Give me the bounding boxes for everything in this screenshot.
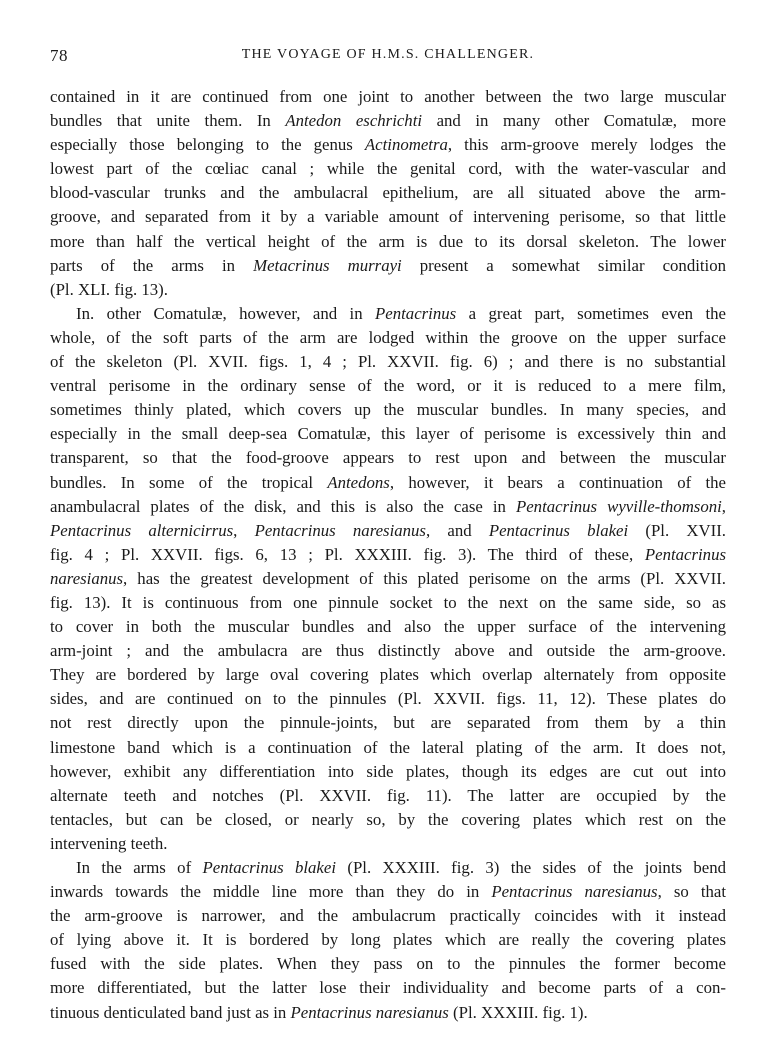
text-line: They are bordered by large oval covering plates which overlap alternately from opposite bbox=[50, 665, 726, 685]
text-line: fused with the side plates. When they pass on to the pinnules the former become bbox=[50, 954, 726, 974]
text-line: sides, and are continued on to the pinnules (Pl. XXVII. figs. 11, 12). These plates do bbox=[50, 689, 726, 709]
italic-taxon: Pentacrinus bbox=[644, 544, 726, 564]
italic-taxon: Actinometra bbox=[364, 135, 448, 155]
text-line: the arm-groove is narrower, and the ambulacrum practically coincides with it instead bbox=[50, 906, 726, 926]
italic-taxon: Pentacrinus blakei bbox=[202, 858, 336, 877]
page-header bbox=[50, 46, 726, 70]
text-line: of lying above it. It is bordered by long plates which are really the covering plates bbox=[50, 930, 726, 950]
text-line: groove, and separated from it by a variable amount of intervening perisome, so that little bbox=[50, 207, 726, 227]
text-line: transparent, so that the food-groove appears to rest upon and between the muscular bbox=[50, 448, 726, 468]
text-line: anambulacral plates of the disk, and this is also the case in Pentacrinus wyville-thomsoni, bbox=[50, 496, 726, 516]
text-line: In. other Comatulæ, however, and in Pentacrinus a great part, sometimes even the bbox=[76, 303, 726, 323]
italic-taxon: Pentacrinus wyville-thomsoni bbox=[515, 496, 722, 516]
text-line: naresianus, has the greatest development of this plated perisome on the arms (Pl. XXVII. bbox=[50, 568, 726, 588]
text-line: fig. 13). It is continuous from one pinnule socket to the next on the same side, so as bbox=[50, 592, 726, 612]
text-line: sometimes thinly plated, which covers up the muscular bundles. In many species, and bbox=[50, 400, 726, 420]
text-line: intervening teeth. bbox=[50, 833, 168, 853]
text-line: arm-joint ; and the ambulacra are thus distinctly above and outside the arm-groove. bbox=[50, 641, 726, 661]
italic-taxon: Pentacrinus alternicirrus bbox=[50, 520, 234, 540]
text-line: In the arms of Pentacrinus blakei (Pl. XXXIII. fig. 3) the sides of the joints bend bbox=[76, 858, 726, 877]
italic-taxon: Antedons bbox=[327, 472, 390, 492]
italic-taxon: Pentacrinus naresianus bbox=[254, 520, 426, 540]
italic-taxon: Pentacrinus blakei bbox=[488, 520, 629, 540]
italic-taxon: Antedon eschrichti bbox=[285, 111, 423, 131]
text-line: especially those belonging to the genus Actinometra, this arm-groove merely lodges the bbox=[50, 135, 726, 155]
paragraph bbox=[50, 85, 726, 302]
text-line: tinuous denticulated band just as in Pentacrinus naresianus (Pl. XXXIII. fig. 1). bbox=[50, 1002, 588, 1022]
text-line: contained in it are continued from one joint to another between the two large muscular bbox=[50, 87, 726, 106]
text-line: alternate teeth and notches (Pl. XXVII. fig. 11). The latter are occupied by the bbox=[50, 785, 726, 805]
text-line: parts of the arms in Metacrinus murrayi present a somewhat similar condition bbox=[50, 255, 726, 275]
text-line: whole, of the soft parts of the arm are lodged within the groove on the upper surface bbox=[50, 327, 726, 347]
text-line: lowest part of the cœliac canal ; while the genital cord, with the water-vascular and bbox=[50, 159, 726, 179]
italic-taxon: Pentacrinus naresianus bbox=[290, 1002, 449, 1022]
text-line: limestone band which is a continuation of the lateral plating of the arm. It does not, bbox=[50, 737, 726, 757]
text-line: to cover in both the muscular bundles and also the upper surface of the intervening bbox=[50, 617, 726, 637]
text-line: not rest directly upon the pinnule-joints, but are separated from them by a thin bbox=[50, 713, 726, 733]
running-head: THE VOYAGE OF H.M.S. CHALLENGER. bbox=[241, 47, 535, 62]
paragraph bbox=[50, 856, 726, 1025]
text-line: blood-vascular trunks and the ambulacral epithelium, are all situated above the arm- bbox=[50, 183, 726, 203]
italic-taxon: Metacrinus murrayi bbox=[253, 255, 402, 275]
text-line: of the skeleton (Pl. XVII. figs. 1, 4 ; Pl. XXVII. fig. 6) ; and there is no substantial bbox=[50, 352, 726, 372]
body-text bbox=[50, 85, 726, 1025]
text-line: fig. 4 ; Pl. XXVII. figs. 6, 13 ; Pl. XXXIII. fig. 3). The third of these, Pentacrinus bbox=[50, 544, 726, 564]
text-line: more differentiated, but the latter lose their individuality and become parts of a con- bbox=[50, 978, 726, 998]
italic-taxon: naresianus bbox=[50, 568, 124, 588]
text-line: bundles that unite them. In Antedon eschrichti and in many other Comatulæ, more bbox=[50, 111, 727, 131]
text-line: however, exhibit any differentiation into side plates, though its edges are cut out into bbox=[50, 761, 726, 781]
text-line: more than half the vertical height of the arm is due to its dorsal skeleton. The lower bbox=[50, 231, 726, 251]
text-line: (Pl. XLI. fig. 13). bbox=[50, 279, 168, 299]
text-line: ventral perisome in the ordinary sense of the word, or it is reduced to a mere film, bbox=[50, 376, 726, 396]
paragraph bbox=[50, 302, 726, 856]
page-number: 78 bbox=[50, 46, 68, 65]
text-line: bundles. In some of the tropical Antedons, however, it bears a continuation of the bbox=[50, 472, 726, 492]
text-line: tentacles, but can be closed, or nearly so, by the covering plates which rest on the bbox=[50, 809, 726, 829]
italic-taxon: Pentacrinus naresianus bbox=[491, 882, 658, 902]
text-line: inwards towards the middle line more than they do in Pentacrinus naresianus, so that bbox=[50, 882, 726, 902]
italic-taxon: Pentacrinus bbox=[375, 303, 457, 323]
text-line: Pentacrinus alternicirrus, Pentacrinus naresianus, and Pentacrinus blakei (Pl. XVII. bbox=[50, 520, 726, 540]
text-line: especially in the small deep-sea Comatulæ, this layer of perisome is excessively thin and bbox=[50, 424, 726, 444]
